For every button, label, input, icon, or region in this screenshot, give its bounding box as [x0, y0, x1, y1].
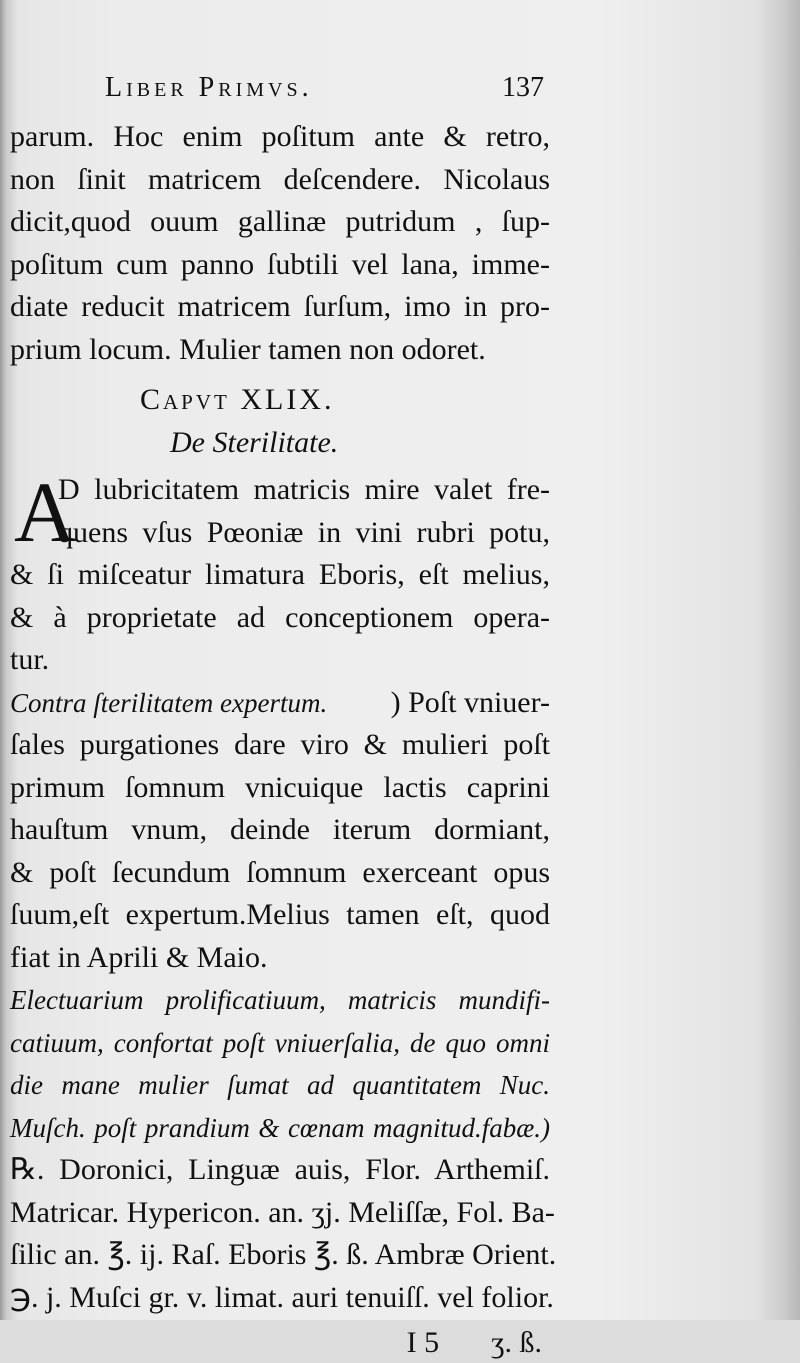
page-header	[10, 72, 550, 116]
text-line: tur.	[10, 643, 50, 676]
text-line: & à proprietate ad conceptionem opera-	[10, 600, 550, 634]
text-block	[10, 72, 557, 1363]
text-line: fiat in Aprili & Maio.	[10, 940, 268, 974]
running-head: Liber Primvs.	[105, 72, 313, 103]
text-line: ℞. Doronici, Linguæ auis, Flor. Arthemiſ.	[10, 1153, 550, 1186]
catchword: ʒ. ß.	[491, 1326, 542, 1359]
page-number: 137	[502, 72, 544, 103]
text-line: primum ſomnum vnicuique lactis caprini	[10, 770, 550, 804]
text-line: & ſi miſceatur limatura Eboris, eſt melius,	[10, 558, 550, 591]
italic-line: Muſch. poſt prandium & cœnam magnitud.fabæ.)	[10, 1112, 550, 1143]
text-line: prium locum. Mulier tamen non odoret.	[10, 332, 486, 366]
text-line: quens vſus Pœoniæ in vini rubri potu,	[58, 515, 550, 549]
text-fragment: ) Poſt vniuer-	[390, 685, 550, 719]
chapter-subheading: De Sterilitate.	[170, 426, 339, 459]
text-line	[10, 682, 550, 725]
italic-lead: Contra ſterilitatem expertum.	[10, 687, 328, 718]
text-line: ſales purgationes dare viro & mulieri poſt	[10, 728, 550, 761]
page-footer	[10, 1323, 550, 1363]
italic-line: catiuum, confortat poſt vniuerſalia, de quo omni	[10, 1027, 550, 1058]
text-line: dicit,quod ouum gallinæ putridum , ſup-	[10, 205, 550, 238]
text-line: parum. Hoc enim poſitum ante & retro,	[10, 120, 550, 153]
drop-cap-initial: A	[14, 464, 77, 560]
italic-line: die mane mulier ſumat ad quantitatem Nuc.	[10, 1070, 550, 1100]
text-line: ſilic an. ℥. ij. Raſ. Eboris ℥. ß. Ambræ Orient.	[10, 1238, 557, 1271]
paragraph-4	[10, 979, 557, 1319]
signature-mark: I 5	[406, 1326, 440, 1359]
text-line: D lubricitatem matricis mire valet fre-	[58, 473, 550, 506]
text-line: non ſinit matricem deſcendere. Nicolaus	[10, 162, 550, 196]
text-line: poſitum cum panno ſubtili vel lana, imme-	[10, 247, 550, 281]
text-line: ſuum,eſt expertum.Melius tamen eſt, quod	[10, 898, 550, 931]
paragraph-1	[10, 116, 550, 371]
chapter-heading: Capvt XLIX.	[140, 383, 335, 416]
paragraph-3	[10, 682, 550, 980]
text-line: hauſtum vnum, deinde iterum dormiant,	[10, 813, 550, 846]
text-line: ℈. j. Muſci gr. v. limat. auri tenuiſſ. vel folior.	[10, 1280, 554, 1314]
text-line: diate reducit matricem ſurſum, imo in pro-	[10, 290, 550, 323]
italic-line: Electuarium prolificatiuum, matricis mundifi-	[10, 985, 550, 1015]
text-line: & poſt ſecundum ſomnum exerceant opus	[10, 855, 550, 889]
page-edge-shadow	[752, 0, 800, 1320]
text-line: Matricar. Hypericon. an. ʒj. Meliſſæ, Fol. Ba-	[10, 1195, 555, 1229]
paragraph-2	[10, 464, 550, 682]
